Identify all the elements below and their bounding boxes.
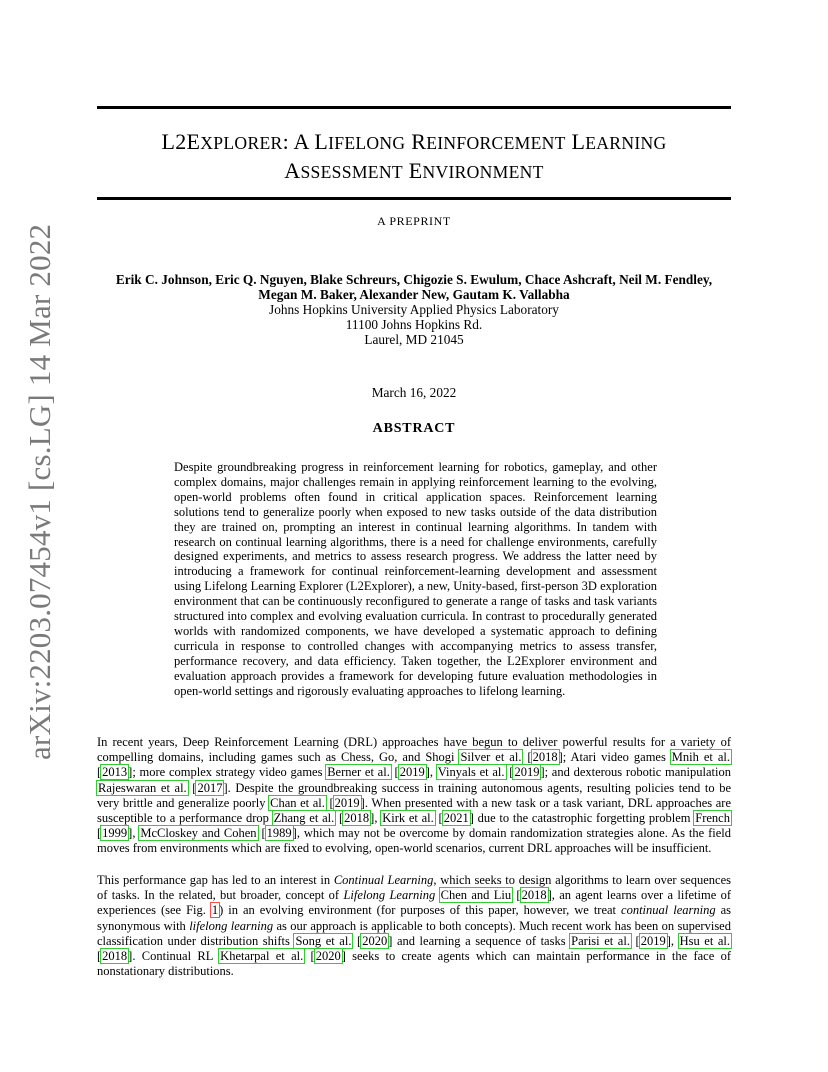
citation-link[interactable]: 2019 [334,795,360,810]
paragraph-text: [ [257,826,266,841]
citation-link[interactable]: 2017 [197,780,223,795]
citation-link[interactable]: Chan et al. [270,795,325,810]
citation-link[interactable]: 2018 [344,811,370,826]
paragraph-text: ] seeks to create agents which can maintain performance in the face of nonstationary distributions. [97,949,731,979]
paragraph-text: [ [390,765,399,780]
title-segment: L [565,129,586,154]
author-line-1: Erik C. Johnson, Eric Q. Nguyen, Blake Schreurs, Chigozie S. Ewulum, Chace Ashcraft, Neil M. Fendley, [115,272,713,287]
paragraph-text: , which seeks to design algorithms to learn over sequences of tasks. In the related, but broader, concept of [97,873,731,903]
paragraph-text: ]. When presented with a new task or a task variant, DRL approaches are susceptible to a performance drop [97,795,731,826]
paragraph-text: ) in an evolving environment (for purposes of this paper, however, we treat [219,903,622,918]
paragraph-text: [ [512,888,521,903]
citation-link[interactable]: 2013 [102,765,128,780]
paragraph-text: [ [97,949,102,964]
paragraph-text: [ [522,750,532,765]
citation-link[interactable]: Mnih et al. [671,750,730,765]
paragraph-text: [ [304,949,315,964]
affiliation: Johns Hopkins University Applied Physics Laboratory [269,302,559,317]
paragraph-text: ] and learning a sequence of tasks [388,933,571,948]
paragraph-text: ] due to the catastrophic forgetting problem [469,811,695,826]
affiliation-block [97,302,731,347]
paragraph-text: ]. Continual RL [128,949,220,964]
paragraph-text: ], [128,826,140,841]
title-segment: E [402,158,423,183]
citation-link[interactable]: 2018 [521,888,547,903]
citation-link[interactable]: 2021 [443,811,469,826]
citation-link[interactable]: 1999 [102,826,128,841]
citation-link[interactable]: 2018 [102,949,128,964]
paragraph-text: [ [352,933,362,948]
citation-link[interactable]: Berner et al. [327,765,390,780]
title-segment: L [161,129,176,154]
emphasis-text: continual learning [621,903,716,918]
arxiv-identifier: arXiv:2203.07454v1 [cs.LG] 14 Mar 2022 [22,223,57,760]
paragraph-text: ]. Despite the groundbreaking success in training autonomous agents, resulting policies tend to be very brittle and generalize poorly [97,780,731,810]
author-line-2: Megan M. Baker, Alexander New, Gautam K. Vallabha [258,287,570,302]
paragraph-text: ], [370,811,382,826]
preprint-label: A PREPRINT [377,214,451,228]
address-city: Laurel, MD 21045 [364,332,464,347]
abstract-body: Despite groundbreaking progress in reinforcement learning for robotics, gameplay, and other complex domains, major challenges remain in applying reinforcement learning to the evolving, open-world problems often found in critical application spaces. Reinforcement learning solutions tend to generalize poorly when exposed to new tasks outside of the data distribution they are trained on, prompting an interest in continual learning algorithms. In tandem with research on continual learning algorithms, there is a need for challenge environments, carefully designed experiments, and metrics to assess research progress. We address the latter need by introducing a framework for continual reinforcement-learning development and assessment using Lifelong Learning Explorer (L2Explorer), a new, Unity-based, first-person 3D exploration environment that can be continuously reconfigured to generate a range of tasks and task variants structured into complex and evolving evaluation curricula. In contrast to procedurally generated worlds with randomized components, we have developed a systematic approach to defining curricula in response to controlled changes with accompanying metrics to assess transfer, performance recovery, and data efficiency. Taken together, the L2Explorer environment and evaluation approach provides a framework for developing future evaluation methodologies in open-world settings and rigorously evaluating approaches to lifelong learning. [174,460,657,698]
title-segment: : A L [282,129,329,154]
paragraph-text: ]; and dexterous robotic manipulation [540,765,732,780]
intro-paragraph-1 [97,735,731,857]
citation-link[interactable]: Vinyals et al. [437,765,505,780]
citation-link[interactable]: 2019 [399,765,425,780]
citation-link[interactable]: 2019 [514,765,540,780]
paragraph-text: as our approach is applicable to both concepts). Much recent work has been on supervised classification under distribution shifts [97,918,731,948]
emphasis-text: Continual Learning [333,873,434,887]
citation-link[interactable]: 2019 [640,933,666,948]
title-segment: XPLORER [200,133,283,153]
title-segment: IFELONG [328,133,406,153]
paragraph-text: [ [325,795,334,810]
paragraph-text: ], [425,765,437,780]
citation-link[interactable]: McCloskey and Cohen [140,826,257,841]
citation-link[interactable]: 2020 [362,933,388,948]
citation-link[interactable]: Khetarpal et al. [220,949,304,964]
paragraph-text: [ [335,811,344,826]
citation-link[interactable]: Rajeswaran et al. [98,780,187,795]
citation-link[interactable]: Parisi et al. [571,933,630,948]
title-segment: EARNING [585,133,667,153]
paragraph-text: ]; more complex strategy video games [128,765,327,780]
citation-link[interactable]: Song et al. [295,933,352,948]
title-bottom-rule [97,197,731,200]
title-segment: SSESSMENT [300,162,403,182]
citation-link[interactable]: Hsu et al. [679,933,731,948]
title-segment: NVIRONMENT [422,162,544,182]
paragraph-text: ], which may not be overcome by domain randomization strategies alone. As the field moves from environments which are fixed to evolving, open-world scenarios, current DRL approaches will be insufficient. [97,826,731,856]
paragraph-text: [ [97,826,102,841]
paragraph-text: In recent years, Deep Reinforcement Learning (DRL) approaches have begun to deliver powerful results for a variety of compelling domains, including games such as Chess, Go, and Shogi [97,735,731,765]
citation-link[interactable]: Zhang et al. [273,811,335,826]
emphasis-text: lifelong learning [189,918,274,933]
citation-link[interactable]: 2020 [315,949,341,964]
emphasis-text: Lifelong Learning [343,888,436,903]
paper-date: March 16, 2022 [371,385,457,400]
paper-title [97,128,731,186]
paragraph-text: ]; Atari video games [558,750,671,765]
paragraph-text: as synonymous with [97,903,731,933]
paragraph-text: [ [97,765,102,780]
citation-link[interactable]: Silver et al. [460,750,522,765]
paragraph-text: [ [630,933,640,948]
paragraph-text: This performance gap has led to an interest in [97,873,334,887]
paragraph-text: ], [666,933,679,948]
paragraph-text: [ [187,780,197,795]
figure-ref-link[interactable]: 1 [211,903,219,918]
title-segment: 2E [175,129,201,154]
paragraph-text: [ [505,765,514,780]
abstract-heading: ABSTRACT [372,421,456,436]
title-segment: A [284,158,301,183]
author-list [97,272,731,302]
citation-link[interactable]: Kirk et al. [382,811,434,826]
paragraph-text: ], an agent learns over a lifetime of experiences (see Fig. [97,888,731,918]
title-segment: R [405,129,427,154]
citation-link[interactable]: French [695,811,730,826]
citation-link[interactable]: Chen and Liu [440,888,512,903]
citation-link[interactable]: 1989 [266,826,292,841]
intro-paragraph-2 [97,873,731,979]
title-segment: EINFORCEMENT [426,133,566,153]
title-top-rule [97,106,731,109]
paragraph-text: [ [434,811,443,826]
citation-link[interactable]: 2018 [532,750,558,765]
address-street: 11100 Johns Hopkins Rd. [345,317,483,332]
